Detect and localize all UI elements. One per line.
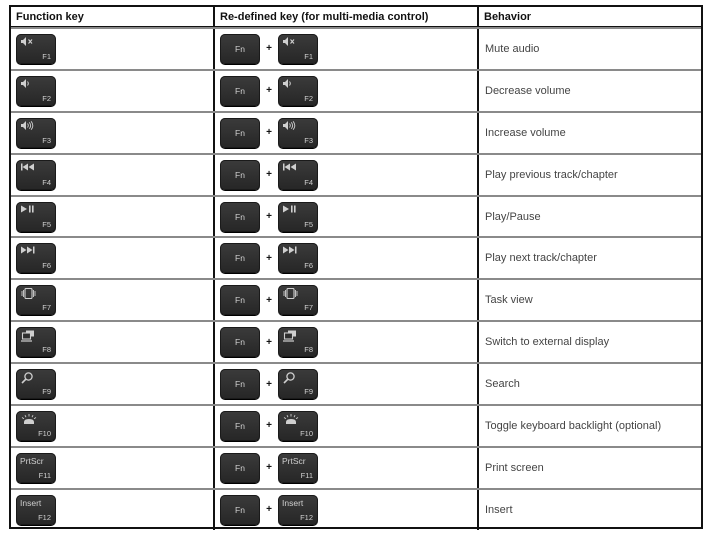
- combo-key-number: F6: [304, 261, 313, 271]
- combo-key-number: F4: [304, 177, 313, 187]
- keyboard-backlight-icon: [283, 414, 299, 425]
- next-track-icon: [21, 246, 35, 254]
- plus-sign: +: [266, 336, 272, 348]
- function-key-number: F2: [42, 93, 51, 103]
- plus-sign: +: [266, 462, 272, 474]
- function-key-number: F10: [38, 428, 51, 438]
- function-key-f7: [16, 285, 56, 315]
- mute-icon: [21, 37, 35, 46]
- behavior-cell: [479, 322, 701, 362]
- function-key-f11: [16, 453, 56, 483]
- combo-key-number: F2: [304, 93, 313, 103]
- behavior-text: Play next track/chapter: [485, 252, 597, 265]
- table-row: [11, 27, 701, 69]
- function-key-cell: [11, 280, 215, 320]
- function-key-number: F6: [42, 261, 51, 271]
- behavior-text: Increase volume: [485, 126, 566, 139]
- function-key-cell: [11, 71, 215, 111]
- table-header-row: [11, 7, 701, 27]
- function-key-label: Insert: [20, 497, 42, 508]
- header-behavior: Behavior: [484, 11, 532, 23]
- combo-key-number: F10: [300, 428, 313, 438]
- fn-key-label: Fn: [235, 253, 245, 264]
- plus-sign: +: [266, 169, 272, 181]
- behavior-text: Task view: [485, 294, 533, 307]
- function-key-cell: [11, 238, 215, 278]
- table-row: [11, 488, 701, 530]
- task-view-icon: [283, 288, 298, 299]
- previous-track-icon: [21, 163, 35, 171]
- function-key-number: F7: [42, 303, 51, 313]
- fn-key: [220, 243, 260, 273]
- behavior-cell: [479, 29, 701, 69]
- function-key-cell: [11, 448, 215, 488]
- fn-key-label: Fn: [235, 379, 245, 390]
- table-row: [11, 195, 701, 237]
- function-key-table: [9, 5, 703, 529]
- fn-key: [220, 495, 260, 525]
- redefined-key-cell: [215, 406, 479, 446]
- function-key-f12: [16, 495, 56, 525]
- plus-sign: +: [266, 252, 272, 264]
- combo-key-number: F12: [300, 512, 313, 522]
- plus-sign: +: [266, 504, 272, 516]
- function-key-cell: [11, 197, 215, 237]
- behavior-cell: [479, 197, 701, 237]
- play-pause-icon: [283, 205, 297, 213]
- behavior-cell: [479, 448, 701, 488]
- function-key-cell: [11, 490, 215, 530]
- redefined-key-cell: [215, 29, 479, 69]
- volume-down-icon: [283, 79, 297, 88]
- fn-key-label: Fn: [235, 43, 245, 54]
- function-key-f9: [16, 369, 56, 399]
- redefined-key-cell: [215, 238, 479, 278]
- combo-key-f7: [278, 285, 318, 315]
- plus-sign: +: [266, 127, 272, 139]
- combo-key-f12: [278, 495, 318, 525]
- fn-key: [220, 285, 260, 315]
- behavior-cell: [479, 71, 701, 111]
- combo-key-f4: [278, 160, 318, 190]
- redefined-key-cell: [215, 197, 479, 237]
- combo-key-number: F9: [304, 387, 313, 397]
- function-key-number: F11: [38, 470, 51, 480]
- redefined-key-cell: [215, 71, 479, 111]
- fn-key: [220, 411, 260, 441]
- fn-key-label: Fn: [235, 337, 245, 348]
- function-key-number: F1: [42, 51, 51, 61]
- redefined-key-cell: [215, 364, 479, 404]
- table-row: [11, 404, 701, 446]
- function-key-cell: [11, 29, 215, 69]
- fn-key-label: Fn: [235, 295, 245, 306]
- keyboard-backlight-icon: [21, 414, 37, 425]
- plus-sign: +: [266, 43, 272, 55]
- fn-key-label: Fn: [235, 504, 245, 515]
- table-row: [11, 153, 701, 195]
- combo-key-f11: [278, 453, 318, 483]
- redefined-key-cell: [215, 448, 479, 488]
- behavior-cell: [479, 364, 701, 404]
- redefined-key-cell: [215, 322, 479, 362]
- fn-key-label: Fn: [235, 462, 245, 473]
- plus-sign: +: [266, 420, 272, 432]
- table-row: [11, 320, 701, 362]
- function-key-cell: [11, 406, 215, 446]
- behavior-text: Insert: [485, 503, 513, 516]
- redefined-key-cell: [215, 113, 479, 153]
- plus-sign: +: [266, 378, 272, 390]
- fn-key: [220, 369, 260, 399]
- redefined-key-cell: [215, 280, 479, 320]
- table-row: [11, 111, 701, 153]
- combo-key-number: F5: [304, 219, 313, 229]
- header-redefined-key: Re-defined key (for multi-media control): [215, 7, 479, 26]
- function-key-f10: [16, 411, 56, 441]
- behavior-text: Play previous track/chapter: [485, 168, 618, 181]
- table-row: [11, 362, 701, 404]
- combo-key-f6: [278, 243, 318, 273]
- function-key-label: PrtScr: [20, 455, 44, 466]
- fn-key: [220, 76, 260, 106]
- function-key-f3: [16, 118, 56, 148]
- fn-key: [220, 453, 260, 483]
- table-row: [11, 446, 701, 488]
- redefined-key-cell: [215, 490, 479, 530]
- function-key-f6: [16, 243, 56, 273]
- behavior-text: Play/Pause: [485, 210, 541, 223]
- combo-key-label: PrtScr: [282, 455, 306, 466]
- plus-sign: +: [266, 294, 272, 306]
- table-row: [11, 278, 701, 320]
- task-view-icon: [21, 288, 36, 299]
- combo-key-number: F1: [304, 51, 313, 61]
- fn-key-label: Fn: [235, 211, 245, 222]
- function-key-number: F4: [42, 177, 51, 187]
- function-key-number: F8: [42, 345, 51, 355]
- behavior-text: Mute audio: [485, 42, 540, 55]
- combo-key-f3: [278, 118, 318, 148]
- function-key-f8: [16, 327, 56, 357]
- combo-key-number: F11: [300, 470, 313, 480]
- combo-key-f5: [278, 202, 318, 232]
- function-key-number: F3: [42, 135, 51, 145]
- fn-key-label: Fn: [235, 169, 245, 180]
- fn-key: [220, 202, 260, 232]
- combo-key-number: F8: [304, 345, 313, 355]
- behavior-text: Print screen: [485, 461, 544, 474]
- function-key-f4: [16, 160, 56, 190]
- behavior-cell: [479, 490, 701, 530]
- function-key-number: F5: [42, 219, 51, 229]
- behavior-text: Search: [485, 378, 520, 391]
- fn-key: [220, 160, 260, 190]
- volume-down-icon: [21, 79, 35, 88]
- function-key-number: F12: [38, 512, 51, 522]
- fn-key-label: Fn: [235, 127, 245, 138]
- header-function-key: Function key: [11, 7, 215, 26]
- behavior-cell: [479, 280, 701, 320]
- table-row: [11, 69, 701, 111]
- volume-up-icon: [21, 121, 35, 130]
- fn-key: [220, 327, 260, 357]
- behavior-cell: [479, 238, 701, 278]
- function-key-f1: [16, 34, 56, 64]
- behavior-cell: [479, 113, 701, 153]
- next-track-icon: [283, 246, 297, 254]
- redefined-key-cell: [215, 155, 479, 195]
- fn-key-label: Fn: [235, 420, 245, 431]
- function-key-cell: [11, 155, 215, 195]
- function-key-number: F9: [42, 387, 51, 397]
- behavior-cell: [479, 155, 701, 195]
- function-key-f2: [16, 76, 56, 106]
- combo-key-number: F3: [304, 135, 313, 145]
- play-pause-icon: [21, 205, 35, 213]
- fn-key: [220, 34, 260, 64]
- search-icon: [283, 372, 295, 384]
- table-row: [11, 236, 701, 278]
- fn-key-label: Fn: [235, 85, 245, 96]
- function-key-cell: [11, 322, 215, 362]
- external-display-icon: [21, 330, 35, 342]
- combo-key-f9: [278, 369, 318, 399]
- external-display-icon: [283, 330, 297, 342]
- combo-key-number: F7: [304, 303, 313, 313]
- plus-sign: +: [266, 85, 272, 97]
- search-icon: [21, 372, 33, 384]
- previous-track-icon: [283, 163, 297, 171]
- function-key-cell: [11, 364, 215, 404]
- mute-icon: [283, 37, 297, 46]
- combo-key-f8: [278, 327, 318, 357]
- fn-key: [220, 118, 260, 148]
- combo-key-f2: [278, 76, 318, 106]
- combo-key-label: Insert: [282, 497, 304, 508]
- behavior-text: Switch to external display: [485, 336, 610, 349]
- behavior-text: Toggle keyboard backlight (optional): [485, 419, 662, 432]
- plus-sign: +: [266, 211, 272, 222]
- behavior-cell: [479, 406, 701, 446]
- volume-up-icon: [283, 121, 297, 130]
- combo-key-f1: [278, 34, 318, 64]
- function-key-cell: [11, 113, 215, 153]
- combo-key-f10: [278, 411, 318, 441]
- function-key-f5: [16, 202, 56, 232]
- behavior-text: Decrease volume: [485, 84, 571, 97]
